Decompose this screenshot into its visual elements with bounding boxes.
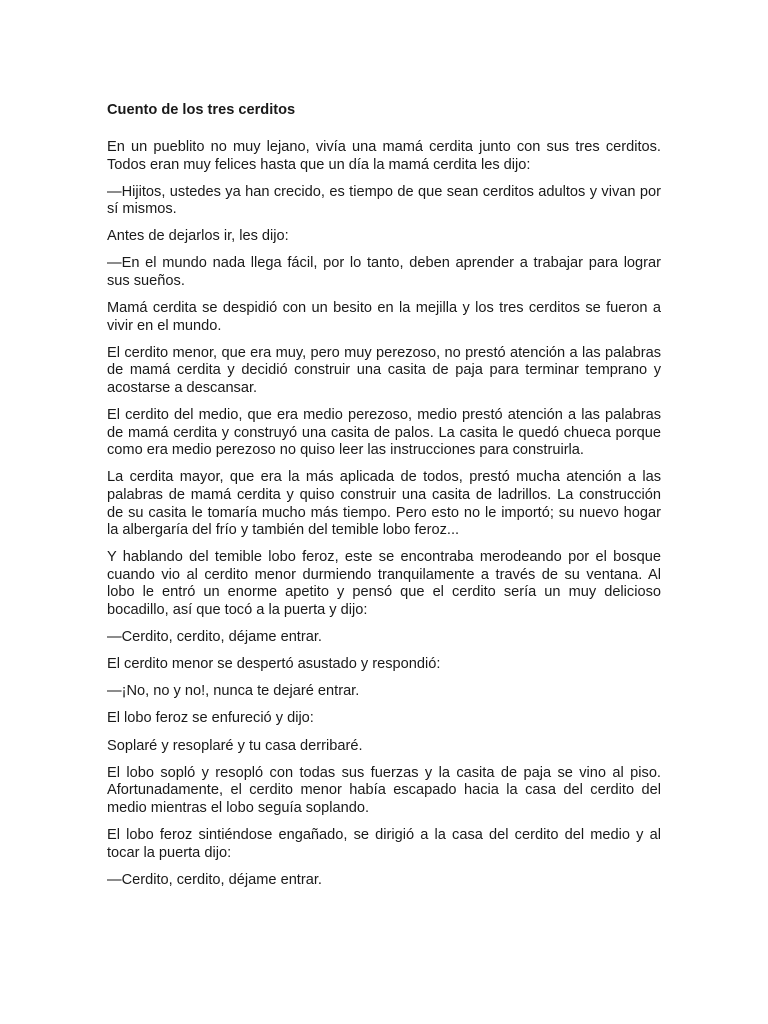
- paragraph: El cerdito menor se despertó asustado y respondió:: [107, 656, 441, 673]
- paragraph: Mamá cerdita se despidió con un besito en la mejilla y los tres cerditos se fueron a vivir en el mundo.: [107, 300, 661, 334]
- paragraph: —En el mundo nada llega fácil, por lo tanto, deben aprender a trabajar para lograr sus sueños.: [107, 255, 661, 290]
- paragraph: —Cerdito, cerdito, déjame entrar.: [107, 871, 322, 888]
- paragraph: El cerdito del medio, que era medio perezoso, medio prestó atención a las palabras de mamá cerdita y construyó una casita de palos. La casita le quedó chueca porque como era medio perezoso no quiso leer las instrucciones para construirla.: [107, 407, 661, 459]
- paragraph: Antes de dejarlos ir, les dijo:: [107, 228, 289, 245]
- paragraph: En un pueblito no muy lejano, vivía una mamá cerdita junto con sus tres cerditos. Todos eran muy felices hasta que un día la mamá cerdita les dijo:: [107, 139, 661, 173]
- paragraph: El lobo feroz sintiéndose engañado, se dirigió a la casa del cerdito del medio y al tocar la puerta dijo:: [107, 826, 661, 861]
- document-title: Cuento de los tres cerditos: [107, 102, 296, 118]
- paragraph: —Hijitos, ustedes ya han crecido, es tiempo de que sean cerditos adultos y vivan por sí mismos.: [107, 183, 661, 218]
- document-page: [107, 100, 661, 899]
- paragraph: —¡No, no y no!, nunca te dejaré entrar.: [107, 683, 360, 700]
- paragraph: La cerdita mayor, que era la más aplicada de todos, prestó mucha atención a las palabras de mamá cerdita y quiso construir una casita de ladrillos. La construcción de su casita le tomaría mucho más tiempo. Pero esto no le importó; su nuevo hogar la albergaría del frío y también del temible lobo feroz...: [107, 469, 661, 539]
- paragraph: El lobo feroz se enfureció y dijo:: [107, 710, 314, 727]
- paragraph: Y hablando del temible lobo feroz, este se encontraba merodeando por el bosque cuando vio al cerdito menor durmiendo tranquilamente a través de su ventana. Al lobo le entró un enorme apetito y pensó que el cerdito sería un muy delicioso bocadillo, así que tocó a la puerta y dijo:: [107, 549, 661, 619]
- paragraph: Soplaré y resoplaré y tu casa derribaré.: [107, 737, 363, 754]
- paragraph: El lobo sopló y resopló con todas sus fuerzas y la casita de paja se vino al piso. Afortunadamente, el cerdito menor había escapado hacia la casa del cerdito del medio mientras el lobo seguía soplando.: [107, 764, 661, 816]
- paragraph: —Cerdito, cerdito, déjame entrar.: [107, 629, 322, 646]
- paragraph: El cerdito menor, que era muy, pero muy perezoso, no prestó atención a las palabras de mamá cerdita y decidió construir una casita de paja para terminar temprano y acostarse a descansar.: [107, 344, 661, 397]
